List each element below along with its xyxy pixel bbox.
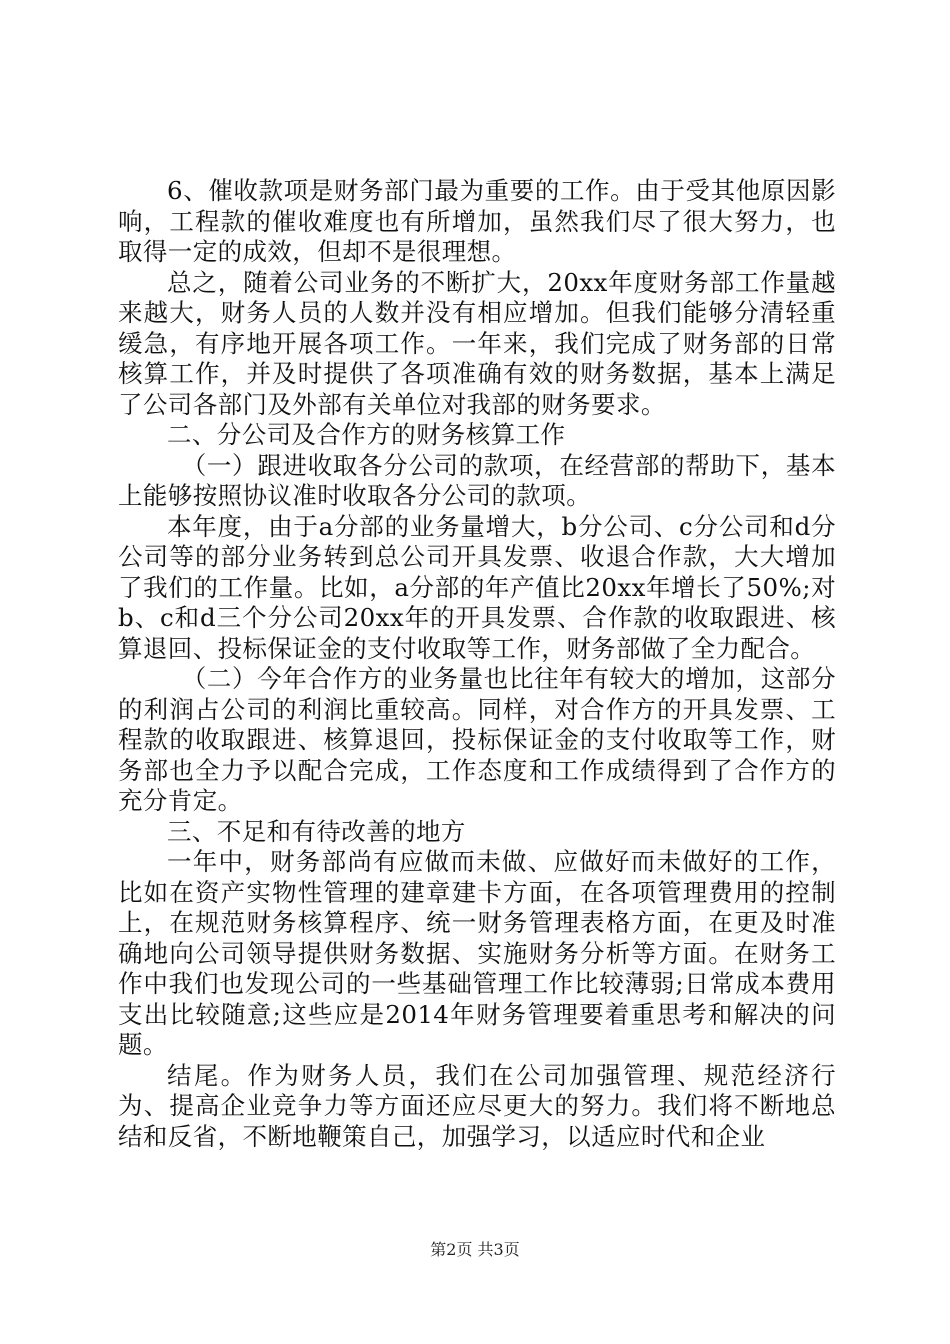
paragraph-conclusion: 结尾。作为财务人员，我们在公司加强管理、规范经济行为、提高企业竞争力等方面还应尽更大的努力。我们将不断地总结和反省，不断地鞭策自己，加强学习，以适应时代和企业	[118, 1060, 836, 1151]
section-heading-branch-accounting: 二、分公司及合作方的财务核算工作	[167, 420, 566, 449]
paragraph-collection-work: 6、催收款项是财务部门最为重要的工作。由于受其他原因影响，工程款的催收难度也有所增加，虽然我们尽了很大努力，也取得一定的成效，但却不是很理想。	[118, 176, 836, 266]
section-heading-shortcomings: 三、不足和有待改善的地方	[167, 816, 466, 846]
page-number-footer: 第2页 共3页	[430, 1240, 520, 1259]
paragraph-annual-workload: 本年度，由于a分部的业务量增大，b分公司、c分公司和d分公司等的部分业务转到总公司开具发票、收退合作款，大大增加了我们的工作量。比如，a分部的年产值比20xx年增长了50%;对b、c和d三个分公司20xx年的开具发票、合作款的收取跟进、核算退回、投标保证金的支付收取等工作，财务部做了全力配合。	[118, 511, 836, 663]
document-body	[118, 176, 836, 1152]
paragraph-summary: 总之，随着公司业务的不断扩大，20xx年度财务部工作量越来越大，财务人员的人数并没有相应增加。但我们能够分清轻重缓急，有序地开展各项工作。一年来，我们完成了财务部的日常核算工作，并及时提供了各项准确有效的财务数据，基本上满足了公司各部门及外部有关单位对我部的财务要求。	[118, 267, 836, 419]
paragraph-branch-payments: （一）跟进收取各分公司的款项，在经营部的帮助下，基本上能够按照协议准时收取各分公司的款项。	[118, 450, 836, 510]
paragraph-shortcomings: 一年中，财务部尚有应做而未做、应做好而未做好的工作，比如在资产实物性管理的建章建卡方面，在各项管理费用的控制上，在规范财务核算程序、统一财务管理表格方面，在更及时准确地向公司领导提供财务数据、实施财务分析等方面。在财务工作中我们也发现公司的一些基础管理工作比较薄弱;日常成本费用支出比较随意;这些应是2014年财务管理要着重思考和解决的问题。	[118, 847, 836, 1059]
paragraph-partner-business: （二）今年合作方的业务量也比往年有较大的增加，这部分的利润占公司的利润比重较高。同样，对合作方的开具发票、工程款的收取跟进、核算退回，投标保证金的支付收取等工作，财务部也全力予以配合完成，工作态度和工作成绩得到了合作方的充分肯定。	[118, 664, 836, 815]
